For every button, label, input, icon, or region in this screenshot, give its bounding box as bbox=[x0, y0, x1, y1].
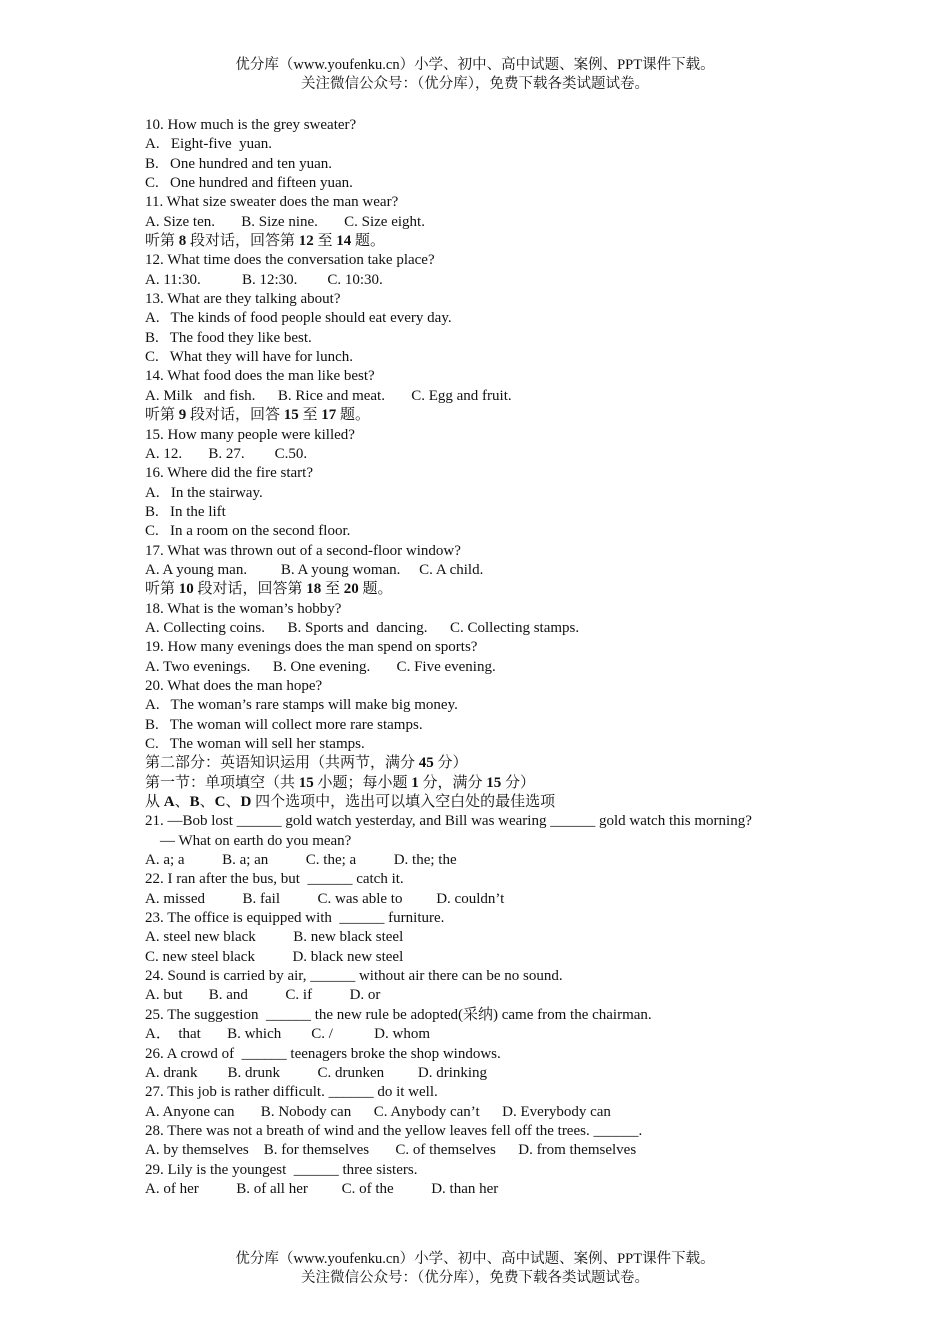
text-line: A. by themselves B. for themselves C. of themselves D. from themselves bbox=[145, 1142, 637, 1159]
text-line: 16. Where did the fire start? bbox=[145, 465, 313, 482]
text-line: A. A young man. B. A young woman. C. A child. bbox=[145, 561, 484, 578]
emphasis: 18 bbox=[306, 581, 322, 598]
text-line: A. 12. B. 27. C.50. bbox=[145, 445, 308, 462]
header-line-1: 优分库（www.youfenku.cn）小学、初中、高中试题、案例、PPT课件下载。 bbox=[235, 57, 715, 73]
emphasis: 20 bbox=[343, 581, 359, 598]
text-line: A. Milk and fish. B. Rice and meat. C. Egg and fruit. bbox=[145, 387, 512, 404]
emphasis: 15 bbox=[283, 407, 299, 424]
text-line: A. Anyone can B. Nobody can C. Anybody can’t D. Everybody can bbox=[145, 1103, 611, 1120]
text-line: A. a; a B. a; an C. the; a D. the; the bbox=[145, 852, 457, 869]
text-line: A. 11:30. B. 12:30. C. 10:30. bbox=[145, 271, 383, 288]
text-line: C. One hundred and fifteen yuan. bbox=[145, 175, 353, 192]
emphasis: 45 bbox=[418, 755, 434, 772]
text-line: 23. The office is equipped with ______ furniture. bbox=[145, 910, 445, 927]
footer-line-1: 优分库（www.youfenku.cn）小学、初中、高中试题、案例、PPT课件下载。 bbox=[235, 1251, 715, 1267]
text-line: 15. How many people were killed? bbox=[145, 426, 355, 443]
text-line: C. new steel black D. black new steel bbox=[145, 948, 404, 965]
page-header bbox=[0, 56, 950, 94]
text-line: B. In the lift bbox=[145, 503, 226, 520]
text-line: A. drank B. drunk C. drunken D. drinking bbox=[145, 1064, 488, 1081]
text-line: 18. What is the woman’s hobby? bbox=[145, 600, 342, 617]
text-line: 29. Lily is the youngest ______ three sisters. bbox=[145, 1161, 418, 1178]
text-line: 12. What time does the conversation take place? bbox=[145, 252, 435, 269]
text-line: 25. The suggestion ______ the new rule be adopted(采纳) came from the chairman. bbox=[145, 1006, 652, 1023]
section-instruction: 听第 9 段对话，回答 15 至 17 题。 bbox=[145, 407, 371, 424]
text-line: A. Size ten. B. Size nine. C. Size eight. bbox=[145, 213, 425, 230]
text-line: 24. Sound is carried by air, ______ without air there can be no sound. bbox=[145, 968, 563, 985]
text-line: 13. What are they talking about? bbox=[145, 291, 341, 308]
emphasis: 10 bbox=[178, 581, 194, 598]
text-line: C. What they will have for lunch. bbox=[145, 349, 354, 366]
text-line: A. steel new black B. new black steel bbox=[145, 929, 404, 946]
text-line: A. In the stairway. bbox=[145, 484, 263, 501]
text-line: A. Eight-five yuan. bbox=[145, 136, 273, 153]
text-line: A. but B. and C. if D. or bbox=[145, 987, 381, 1004]
emphasis: D bbox=[240, 794, 252, 811]
emphasis: 8 bbox=[178, 233, 187, 250]
text-line: B. One hundred and ten yuan. bbox=[145, 155, 333, 172]
emphasis: C bbox=[214, 794, 226, 811]
text-line: C. The woman will sell her stamps. bbox=[145, 736, 365, 752]
text-line: 22. I ran after the bus, but ______ catch it. bbox=[145, 871, 404, 888]
text-line: C. In a room on the second floor. bbox=[145, 523, 351, 540]
section-instruction: 第二部分：英语知识运用（共两节，满分 45 分） bbox=[145, 755, 468, 772]
text-line: A. missed B. fail C. was able to D. couldn’t bbox=[145, 890, 505, 907]
exam-content bbox=[145, 116, 785, 1199]
footer-line-2: 关注微信公众号：（优分库），免费下载各类试题试卷。 bbox=[301, 1270, 649, 1286]
emphasis: 1 bbox=[411, 774, 419, 791]
emphasis: 14 bbox=[336, 233, 352, 250]
text-line: 10. How much is the grey sweater? bbox=[145, 117, 357, 133]
text-line: A. of her B. of all her C. of the D. than her bbox=[145, 1180, 499, 1197]
text-line: 26. A crowd of ______ teenagers broke the shop windows. bbox=[145, 1045, 501, 1062]
text-line: 19. How many evenings does the man spend on sports? bbox=[145, 639, 478, 656]
section-instruction: 第一节：单项填空（共 15 小题；每小题 1 分，满分 15 分） bbox=[145, 774, 536, 791]
text-line: A. The woman’s rare stamps will make big money. bbox=[145, 697, 458, 714]
section-instruction: 听第 10 段对话，回答第 18 至 20 题。 bbox=[145, 581, 393, 598]
emphasis: B bbox=[189, 794, 200, 811]
text-line: 17. What was thrown out of a second-floor window? bbox=[145, 542, 461, 559]
text-line: A. Collecting coins. B. Sports and dancing. C. Collecting stamps. bbox=[145, 619, 580, 636]
text-line: — What on earth do you mean? bbox=[145, 832, 352, 849]
text-line: A． that B. which C. / D. whom bbox=[145, 1026, 430, 1043]
text-line: 20. What does the man hope? bbox=[145, 677, 323, 694]
emphasis: A bbox=[163, 794, 175, 811]
text-line: 27. This job is rather difficult. ______ do it well. bbox=[145, 1084, 438, 1101]
header-line-2: 关注微信公众号：（优分库），免费下载各类试题试卷。 bbox=[301, 76, 649, 92]
section-instruction: 从 A、B、C、D 四个选项中，选出可以填入空白处的最佳选项 bbox=[145, 794, 556, 811]
page-footer bbox=[0, 1250, 950, 1288]
text-line: A. Two evenings. B. One evening. C. Five evening. bbox=[145, 658, 496, 675]
emphasis: 9 bbox=[178, 407, 187, 424]
section-instruction: 听第 8 段对话，回答第 12 至 14 题。 bbox=[145, 233, 386, 250]
text-line: 14. What food does the man like best? bbox=[145, 368, 375, 385]
emphasis: 15 bbox=[298, 774, 314, 791]
text-line: 21. —Bob lost ______ gold watch yesterday, and Bill was wearing ______ gold watch this morning? bbox=[145, 813, 752, 830]
emphasis: 12 bbox=[298, 233, 314, 250]
text-line: 11. What size sweater does the man wear? bbox=[145, 194, 399, 211]
text-line: 28. There was not a breath of wind and the yellow leaves fell off the trees. ______. bbox=[145, 1122, 643, 1139]
emphasis: 15 bbox=[486, 774, 502, 791]
text-line: B. The woman will collect more rare stamps. bbox=[145, 716, 423, 733]
text-line: B. The food they like best. bbox=[145, 329, 312, 346]
emphasis: 17 bbox=[321, 407, 337, 424]
text-line: A. The kinds of food people should eat every day. bbox=[145, 310, 452, 327]
